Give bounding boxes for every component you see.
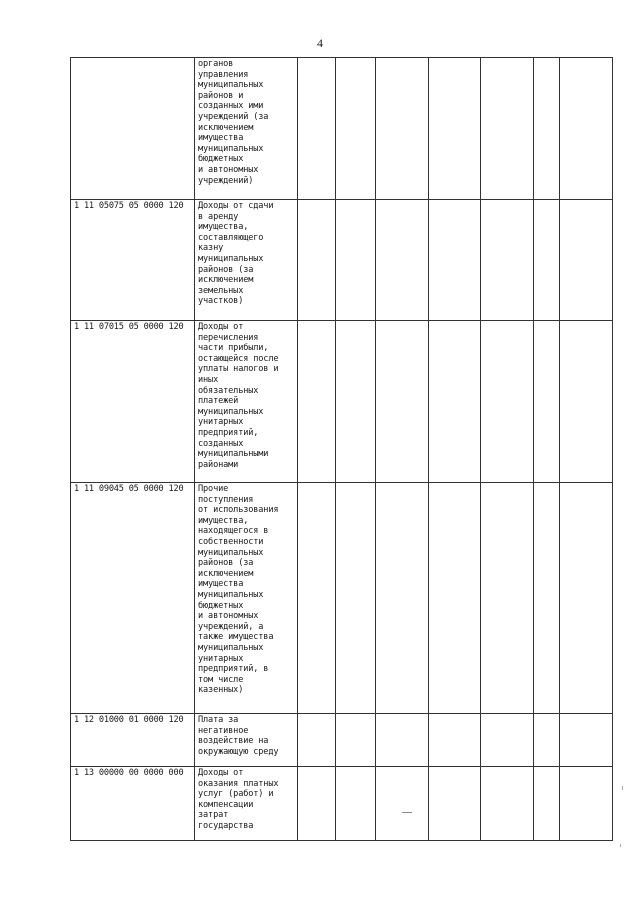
value-cell <box>534 200 560 321</box>
table-row <box>71 321 613 483</box>
value-cell <box>336 200 376 321</box>
value-cell <box>376 767 429 841</box>
value-cell <box>376 200 429 321</box>
revenue-name-cell: Плата за негативное воздействие на окружающую среду <box>195 714 298 767</box>
value-cell <box>534 321 560 483</box>
value-cell <box>429 58 481 200</box>
value-cell <box>534 58 560 200</box>
scan-edge-mark <box>620 844 621 847</box>
revenue-table <box>70 57 613 841</box>
revenue-name-cell: органов управления муниципальных районов и созданных ими учреждений (за исключением имущества муниципальных бюджетных и автономных учреждений) <box>195 58 298 200</box>
value-cell <box>336 321 376 483</box>
value-cell <box>534 767 560 841</box>
value-cell <box>560 714 613 767</box>
value-cell <box>376 58 429 200</box>
budget-code-cell: 1 12 01000 01 0000 120 <box>71 714 195 767</box>
revenue-name-cell: Доходы от перечисления части прибыли, остающейся после уплаты налогов и иных обязательных платежей муниципальных унитарных предприятий, созданных муниципальными районами <box>195 321 298 483</box>
table-row <box>71 200 613 321</box>
revenue-name-cell: Доходы от оказания платных услуг (работ) и компенсации затрат государства <box>195 767 298 841</box>
value-cell <box>376 483 429 714</box>
value-cell <box>298 58 336 200</box>
value-cell <box>429 767 481 841</box>
revenue-name-cell: Прочие поступления от использования имущества, находящегося в собственности муниципальных районов (за исключением имущества муниципальных бюджетных и автономных учреждений, а также имущества муниципальных унитарных предприятий, в том числе казенных) <box>195 483 298 714</box>
value-cell <box>298 714 336 767</box>
budget-code-cell: 1 11 07015 05 0000 120 <box>71 321 195 483</box>
value-cell <box>429 483 481 714</box>
budget-code-cell <box>71 58 195 200</box>
value-cell <box>481 321 534 483</box>
value-cell <box>429 321 481 483</box>
value-cell <box>336 714 376 767</box>
budget-code-cell: 1 11 09045 05 0000 120 <box>71 483 195 714</box>
budget-code-cell: 1 11 05075 05 0000 120 <box>71 200 195 321</box>
value-cell <box>481 200 534 321</box>
value-cell <box>429 714 481 767</box>
table-row <box>71 714 613 767</box>
value-cell <box>481 58 534 200</box>
scan-speck <box>402 812 412 813</box>
revenue-name-cell: Доходы от сдачи в аренду имущества, составляющего казну муниципальных районов (за исключением земельных участков) <box>195 200 298 321</box>
value-cell <box>376 714 429 767</box>
value-cell <box>560 200 613 321</box>
value-cell <box>298 200 336 321</box>
value-cell <box>481 767 534 841</box>
value-cell <box>429 200 481 321</box>
value-cell <box>336 58 376 200</box>
value-cell <box>560 58 613 200</box>
value-cell <box>376 321 429 483</box>
value-cell <box>298 321 336 483</box>
value-cell <box>534 714 560 767</box>
value-cell <box>481 714 534 767</box>
value-cell <box>560 321 613 483</box>
value-cell <box>534 483 560 714</box>
table-row <box>71 483 613 714</box>
page-number: 4 <box>317 36 323 50</box>
table-row <box>71 767 613 841</box>
table-row <box>71 58 613 200</box>
value-cell <box>560 767 613 841</box>
budget-code-cell: 1 13 00000 00 0000 000 <box>71 767 195 841</box>
value-cell <box>336 483 376 714</box>
value-cell <box>560 483 613 714</box>
value-cell <box>298 767 336 841</box>
value-cell <box>298 483 336 714</box>
value-cell <box>336 767 376 841</box>
scan-edge-mark <box>622 786 623 790</box>
value-cell <box>481 483 534 714</box>
